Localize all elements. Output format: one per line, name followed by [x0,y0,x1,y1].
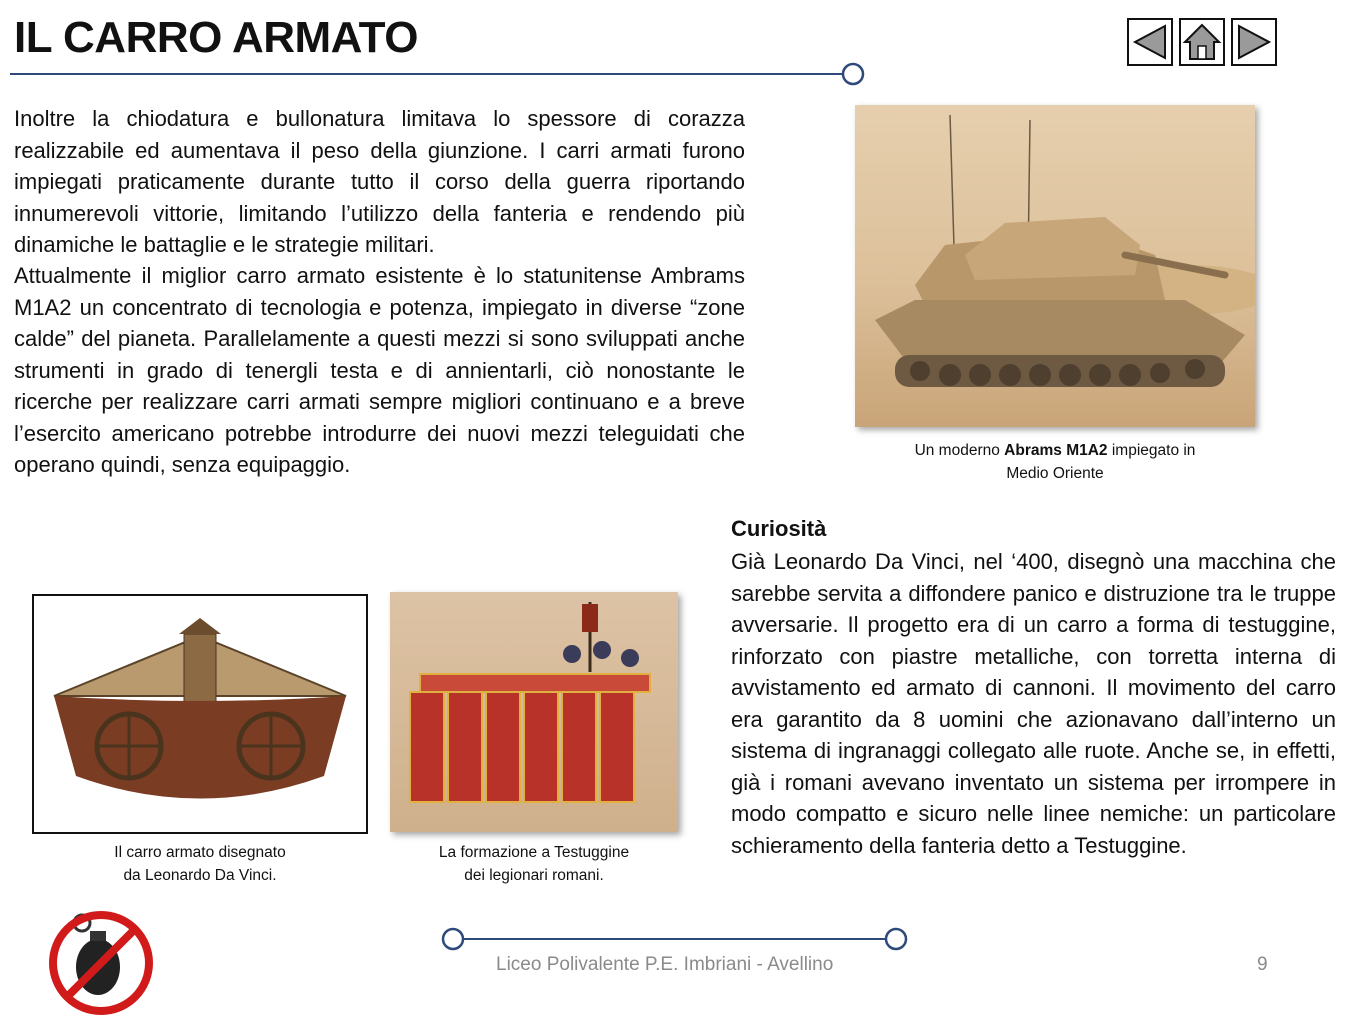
testuggine-photo [390,592,678,832]
triangle-right-icon [1233,20,1275,64]
home-icon [1181,20,1223,64]
body-paragraph-2: Attualmente il miglior carro armato esistente è lo statunitense Ambrams M1A2 un concentrato di tecnologia e potenza, impiegato in diverse “zone calde” del pianeta. Parallelamente a questi mezzi si sono sviluppati anche strumenti in grado di tenergli testa e di annientarli, ciò nonostante le ricerche per realizzare carri armati sempre migliori continuano e a breve l’esercito americano potrebbe introdurre dei nuovi mezzi teleguidati che operano quindi, senza equipaggio. [14,263,745,477]
abrams-tank-photo [855,105,1255,427]
body-paragraph-1: Inoltre la chiodatura e bullonatura limitava lo spessore di corazza realizzabile ed aumentava il peso della giunzione. I carri armati furono impiegati praticamente durante tutto il corso della guerra riportando innumerevoli vittorie, limitando l’utilizzo della fanteria e rendendo più dinamiche le battaglie e le strategie militari. [14,106,745,257]
footer-school: Liceo Polivalente P.E. Imbriani - Avellino [496,954,834,975]
page-title: IL CARRO ARMATO [14,13,418,62]
next-button[interactable] [1231,18,1277,66]
previous-button[interactable] [1127,18,1173,66]
curiosita-heading: Curiosità [731,516,827,541]
no-grenade-icon [46,905,156,1015]
triangle-left-icon [1129,20,1171,64]
davinci-tank-photo [32,594,368,834]
tank-illustration [855,105,1255,427]
footer-rule [440,924,920,954]
page-number: 9 [1257,954,1268,975]
curiosita-paragraph: Già Leonardo Da Vinci, nel ‘400, disegnò una macchina che sarebbe servita a diffondere panico e distruzione tra le truppe avversarie. Il progetto era di un carro a forma di testuggine, rinforzato con piastre metalliche, con torretta interna di avvistamento ed armato di cannoni. Il movimento del carro era garantito da 8 uomini che azionavano dall’interno un sistema di ingranaggi collegato alle ruote. Anche se, in effetti, già i romani avevano inventato un sistema per irrompere in modo compatto e sicuro nelle linee nemiche: un particolare schieramento della fanteria detto a Testuggine. [731,549,1336,858]
home-button[interactable] [1179,18,1225,66]
testuggine-illustration [390,592,678,832]
testuggine-caption: La formazione a Testuggine dei legionari romani. [438,844,630,884]
davinci-caption: Il carro armato disegnato da Leonardo Da Vinci. [114,844,286,884]
title-underline [0,60,880,90]
tank-caption: Un moderno Abrams M1A2 impiegato in Medio Oriente [914,442,1196,482]
davinci-tank-illustration [34,596,366,832]
